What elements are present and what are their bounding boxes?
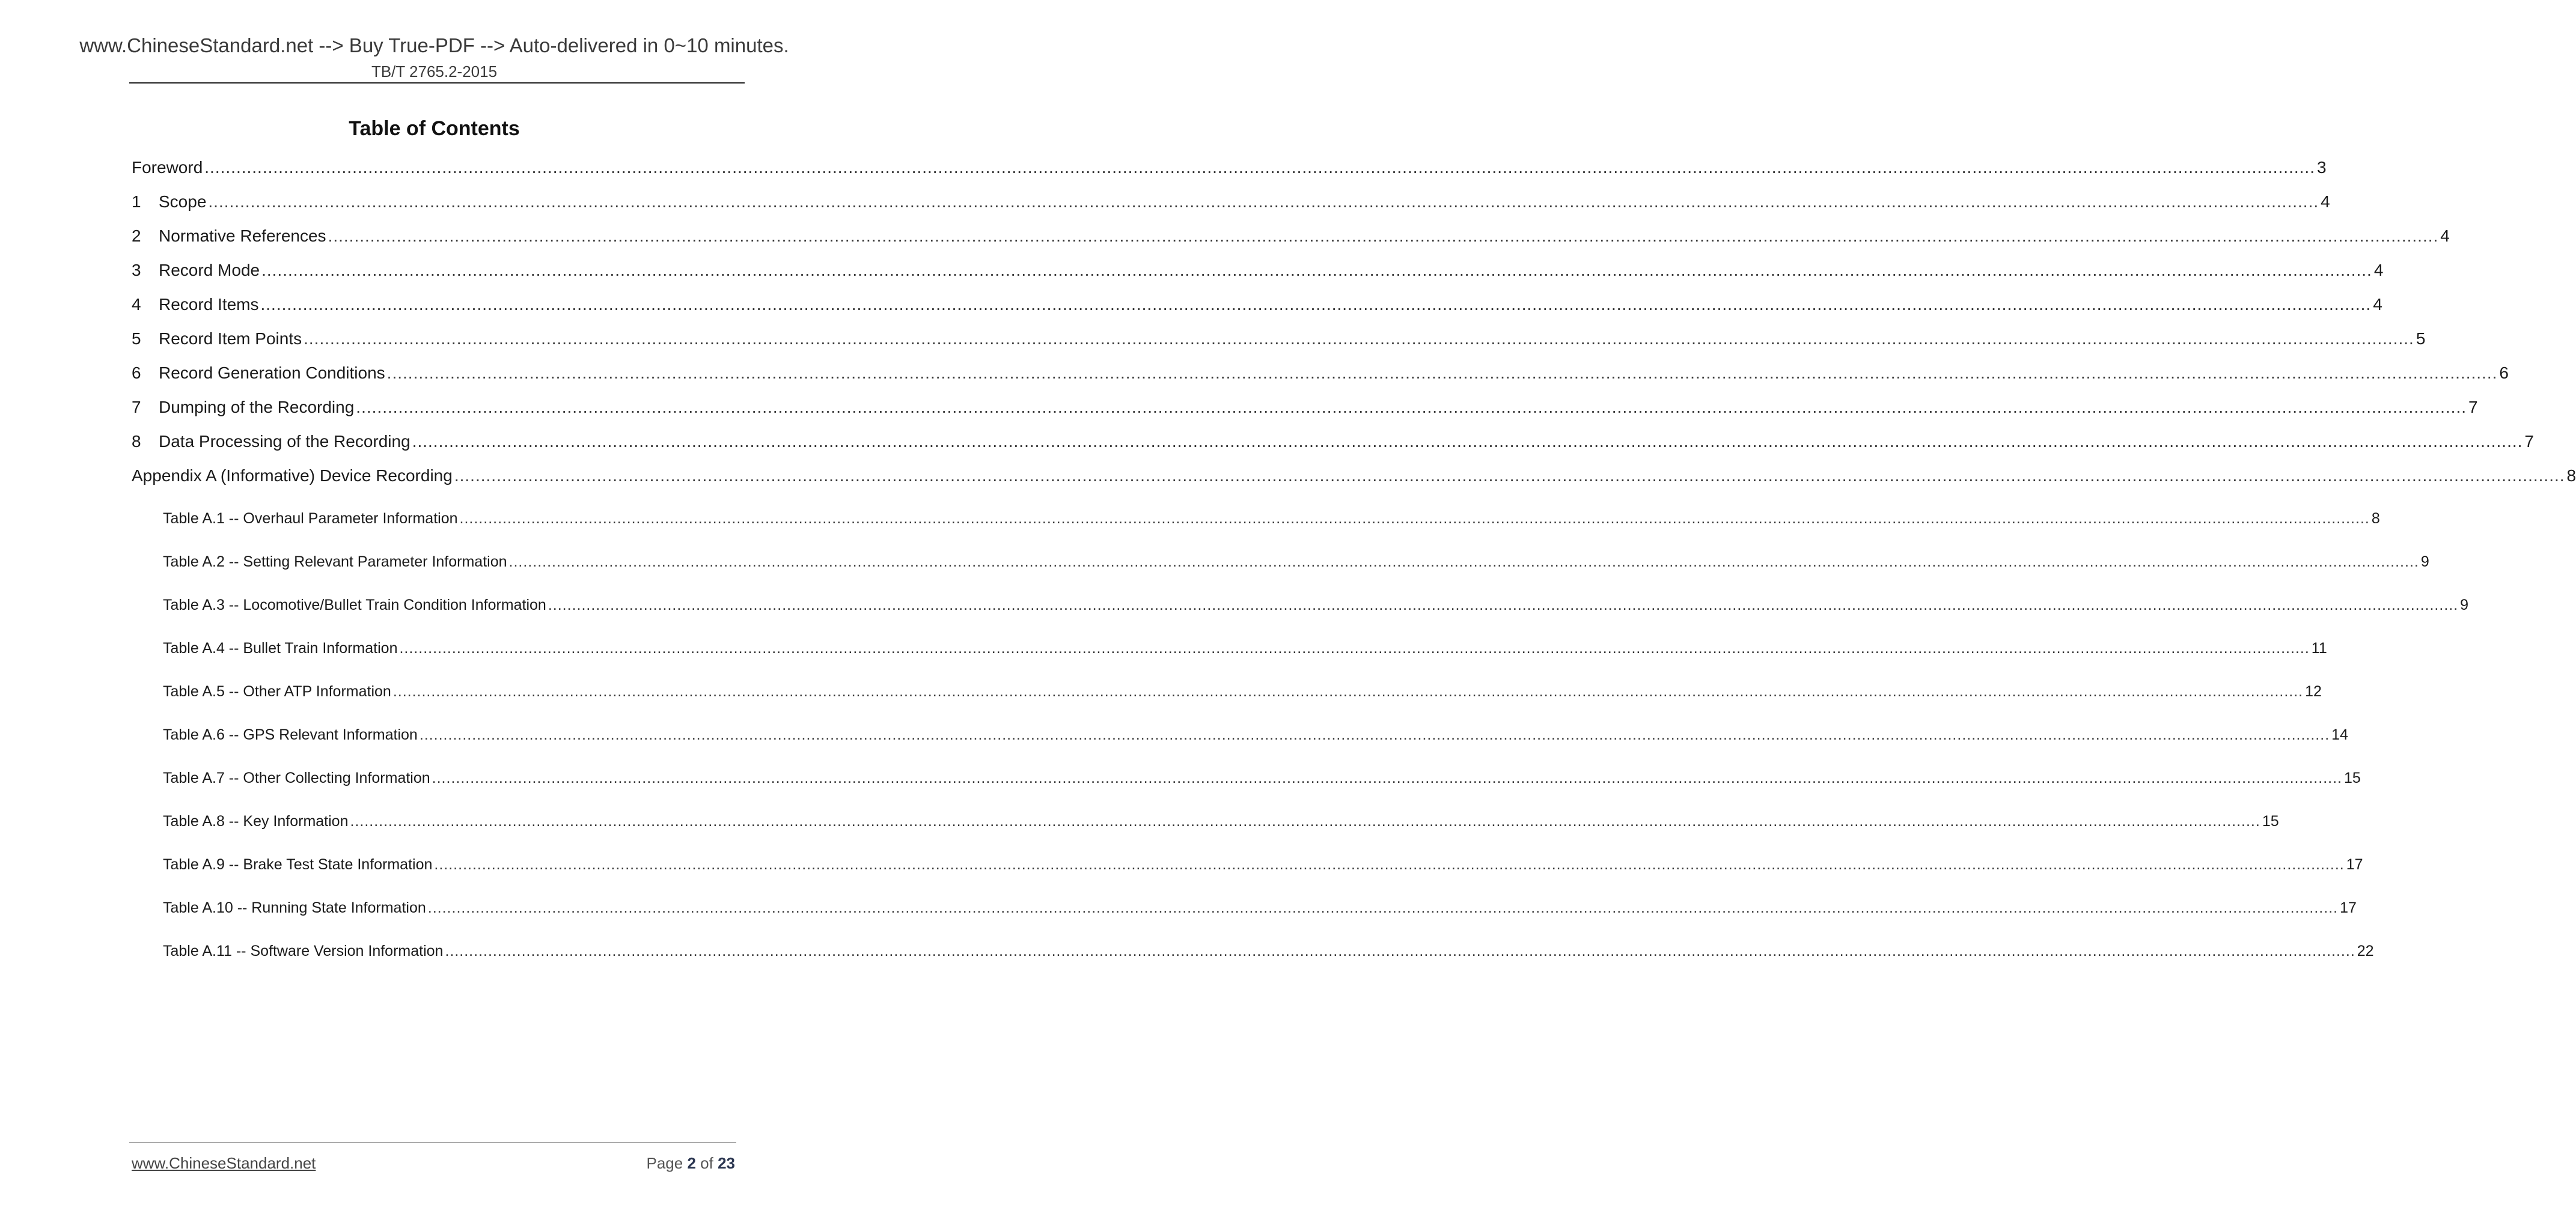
toc-entry-page: 8: [2371, 510, 2380, 527]
toc-entry-title: Record Mode: [159, 261, 260, 279]
header-banner: www.ChineseStandard.net --> Buy True-PDF --> Auto-delivered in 0~10 minutes.: [79, 34, 789, 56]
page-of-label: of: [700, 1154, 713, 1172]
toc-entry-page: 5: [2416, 329, 2426, 348]
toc-entry-number: 3: [132, 261, 141, 279]
toc-entry-number: 7: [132, 398, 141, 416]
toc-entry-title: Foreword: [132, 158, 203, 177]
toc-entry-title: Record Generation Conditions: [159, 363, 385, 382]
toc-dot-leader: ................................................................................................................................................................................................................................................................................................................................................................................................................: [548, 597, 2459, 613]
toc-entry-number: 5: [132, 329, 141, 348]
toc-entry-title: Table A.7 -- Other Collecting Information: [163, 770, 430, 786]
toc-entry-title: Table A.6 -- GPS Relevant Information: [163, 726, 418, 743]
toc-entry-title: Table A.8 -- Key Information: [163, 813, 349, 830]
toc-entry-page: 4: [2321, 192, 2330, 211]
toc-dot-leader: ................................................................................................................................................................................................................................................................................................................................................................................................................: [260, 295, 2372, 314]
toc-dot-leader: ................................................................................................................................................................................................................................................................................................................................................................................................................: [434, 856, 2345, 873]
toc-entry-title: Table A.10 -- Running State Information: [163, 899, 426, 916]
toc-entry[interactable]: [132, 192, 2330, 212]
table-of-contents: [132, 0, 2576, 1228]
toc-entry-title: Table A.1 -- Overhaul Parameter Information: [163, 510, 458, 527]
toc-entry-page: 17: [2346, 856, 2363, 873]
toc-entry-number: 4: [132, 295, 141, 314]
toc-entry-title: Appendix A (Informative) Device Recording: [132, 466, 453, 485]
toc-entry[interactable]: [163, 899, 2357, 917]
toc-entry-number: 6: [132, 363, 141, 382]
toc-entry-page: 6: [2499, 363, 2509, 382]
toc-entry-title: Dumping of the Recording: [159, 398, 355, 416]
toc-entry-title: Record Items: [159, 295, 259, 314]
toc-entry-page: 4: [2440, 226, 2450, 245]
toc-dot-leader: ................................................................................................................................................................................................................................................................................................................................................................................................................: [386, 363, 2498, 382]
page-indicator: [646, 1154, 735, 1173]
toc-entry-title: Data Processing of the Recording: [159, 432, 411, 451]
toc-entry-page: 14: [2331, 726, 2348, 743]
toc-entry-title: Table A.4 -- Bullet Train Information: [163, 640, 398, 657]
toc-entry-page: 7: [2468, 398, 2478, 416]
toc-entry[interactable]: [163, 596, 2469, 614]
toc-dot-leader: ................................................................................................................................................................................................................................................................................................................................................................................................................: [392, 683, 2304, 700]
toc-dot-leader: ................................................................................................................................................................................................................................................................................................................................................................................................................: [445, 943, 2355, 959]
toc-entry-page: 3: [2316, 158, 2327, 177]
toc-entry-title: Scope: [159, 192, 207, 211]
page-label: Page: [646, 1154, 683, 1172]
toc-entry[interactable]: [132, 260, 2384, 281]
toc-dot-leader: ................................................................................................................................................................................................................................................................................................................................................................................................................: [432, 770, 2342, 786]
toc-dot-leader: ................................................................................................................................................................................................................................................................................................................................................................................................................: [459, 510, 2370, 527]
toc-entry[interactable]: [163, 553, 2429, 571]
toc-dot-leader: ................................................................................................................................................................................................................................................................................................................................................................................................................: [208, 192, 2319, 211]
toc-dot-leader: ................................................................................................................................................................................................................................................................................................................................................................................................................: [204, 158, 2315, 177]
toc-dot-leader: ................................................................................................................................................................................................................................................................................................................................................................................................................: [419, 726, 2330, 743]
toc-entry-page: 22: [2357, 943, 2374, 959]
toc-entry-page: 9: [2460, 597, 2469, 613]
toc-entry[interactable]: [163, 509, 2380, 527]
toc-entry-title: Table A.2 -- Setting Relevant Parameter Information: [163, 553, 507, 570]
toc-entry[interactable]: [163, 942, 2374, 960]
toc-dot-leader: ................................................................................................................................................................................................................................................................................................................................................................................................................: [356, 398, 2467, 416]
toc-entry-page: 4: [2373, 295, 2382, 314]
toc-entry-title: Table A.9 -- Brake Test State Information: [163, 856, 433, 873]
page-total: 23: [718, 1154, 735, 1172]
toc-entry-page: 17: [2340, 899, 2357, 916]
toc-entry[interactable]: [163, 639, 2327, 657]
toc-entry-page: 12: [2305, 683, 2322, 700]
toc-dot-leader: ................................................................................................................................................................................................................................................................................................................................................................................................................: [508, 553, 2419, 570]
toc-entry[interactable]: [132, 431, 2534, 452]
toc-dot-leader: ................................................................................................................................................................................................................................................................................................................................................................................................................: [261, 261, 2372, 279]
page-current: 2: [687, 1154, 696, 1172]
page-title: Table of Contents: [349, 117, 520, 140]
toc-entry-page: 8: [2566, 466, 2576, 485]
toc-dot-leader: ................................................................................................................................................................................................................................................................................................................................................................................................................: [412, 432, 2523, 451]
toc-entry[interactable]: [132, 397, 2478, 418]
toc-entry-title: Table A.3 -- Locomotive/Bullet Train Condition Information: [163, 597, 546, 613]
toc-dot-leader: ................................................................................................................................................................................................................................................................................................................................................................................................................: [328, 226, 2439, 245]
toc-entry[interactable]: [163, 769, 2361, 787]
toc-entry[interactable]: [132, 294, 2382, 315]
toc-entry-number: 8: [132, 432, 141, 451]
toc-entry-page: 4: [2373, 261, 2384, 279]
toc-entry[interactable]: [132, 226, 2450, 246]
toc-entry[interactable]: [132, 466, 2576, 486]
toc-entry[interactable]: [132, 157, 2327, 178]
toc-entry[interactable]: [163, 726, 2348, 744]
toc-entry[interactable]: [163, 812, 2279, 830]
toc-dot-leader: ................................................................................................................................................................................................................................................................................................................................................................................................................: [454, 466, 2565, 485]
toc-entry[interactable]: [132, 329, 2426, 349]
toc-dot-leader: ................................................................................................................................................................................................................................................................................................................................................................................................................: [399, 640, 2310, 657]
toc-entry-title: Normative References: [159, 226, 326, 245]
footer-site-link[interactable]: www.ChineseStandard.net: [132, 1154, 316, 1172]
toc-entry-page: 7: [2524, 432, 2534, 451]
toc-entry-page: 11: [2311, 640, 2327, 657]
toc-dot-leader: ................................................................................................................................................................................................................................................................................................................................................................................................................: [427, 899, 2339, 916]
footer-divider: [129, 1142, 736, 1143]
toc-entry[interactable]: [132, 363, 2509, 383]
document-code: TB/T 2765.2-2015: [371, 62, 498, 81]
toc-entry-number: 2: [132, 226, 141, 245]
toc-dot-leader: ................................................................................................................................................................................................................................................................................................................................................................................................................: [304, 329, 2414, 348]
toc-entry-page: 15: [2343, 770, 2361, 786]
toc-entry[interactable]: [163, 682, 2322, 701]
toc-entry-page: 9: [2420, 553, 2429, 570]
toc-entry-title: Record Item Points: [159, 329, 302, 348]
toc-entry-page: 15: [2262, 813, 2279, 830]
toc-dot-leader: ................................................................................................................................................................................................................................................................................................................................................................................................................: [350, 813, 2260, 830]
toc-entry-title: Table A.5 -- Other ATP Information: [163, 683, 391, 700]
toc-entry-title: Table A.11 -- Software Version Information: [163, 943, 444, 959]
toc-entry[interactable]: [163, 856, 2363, 874]
toc-entry-number: 1: [132, 192, 141, 211]
